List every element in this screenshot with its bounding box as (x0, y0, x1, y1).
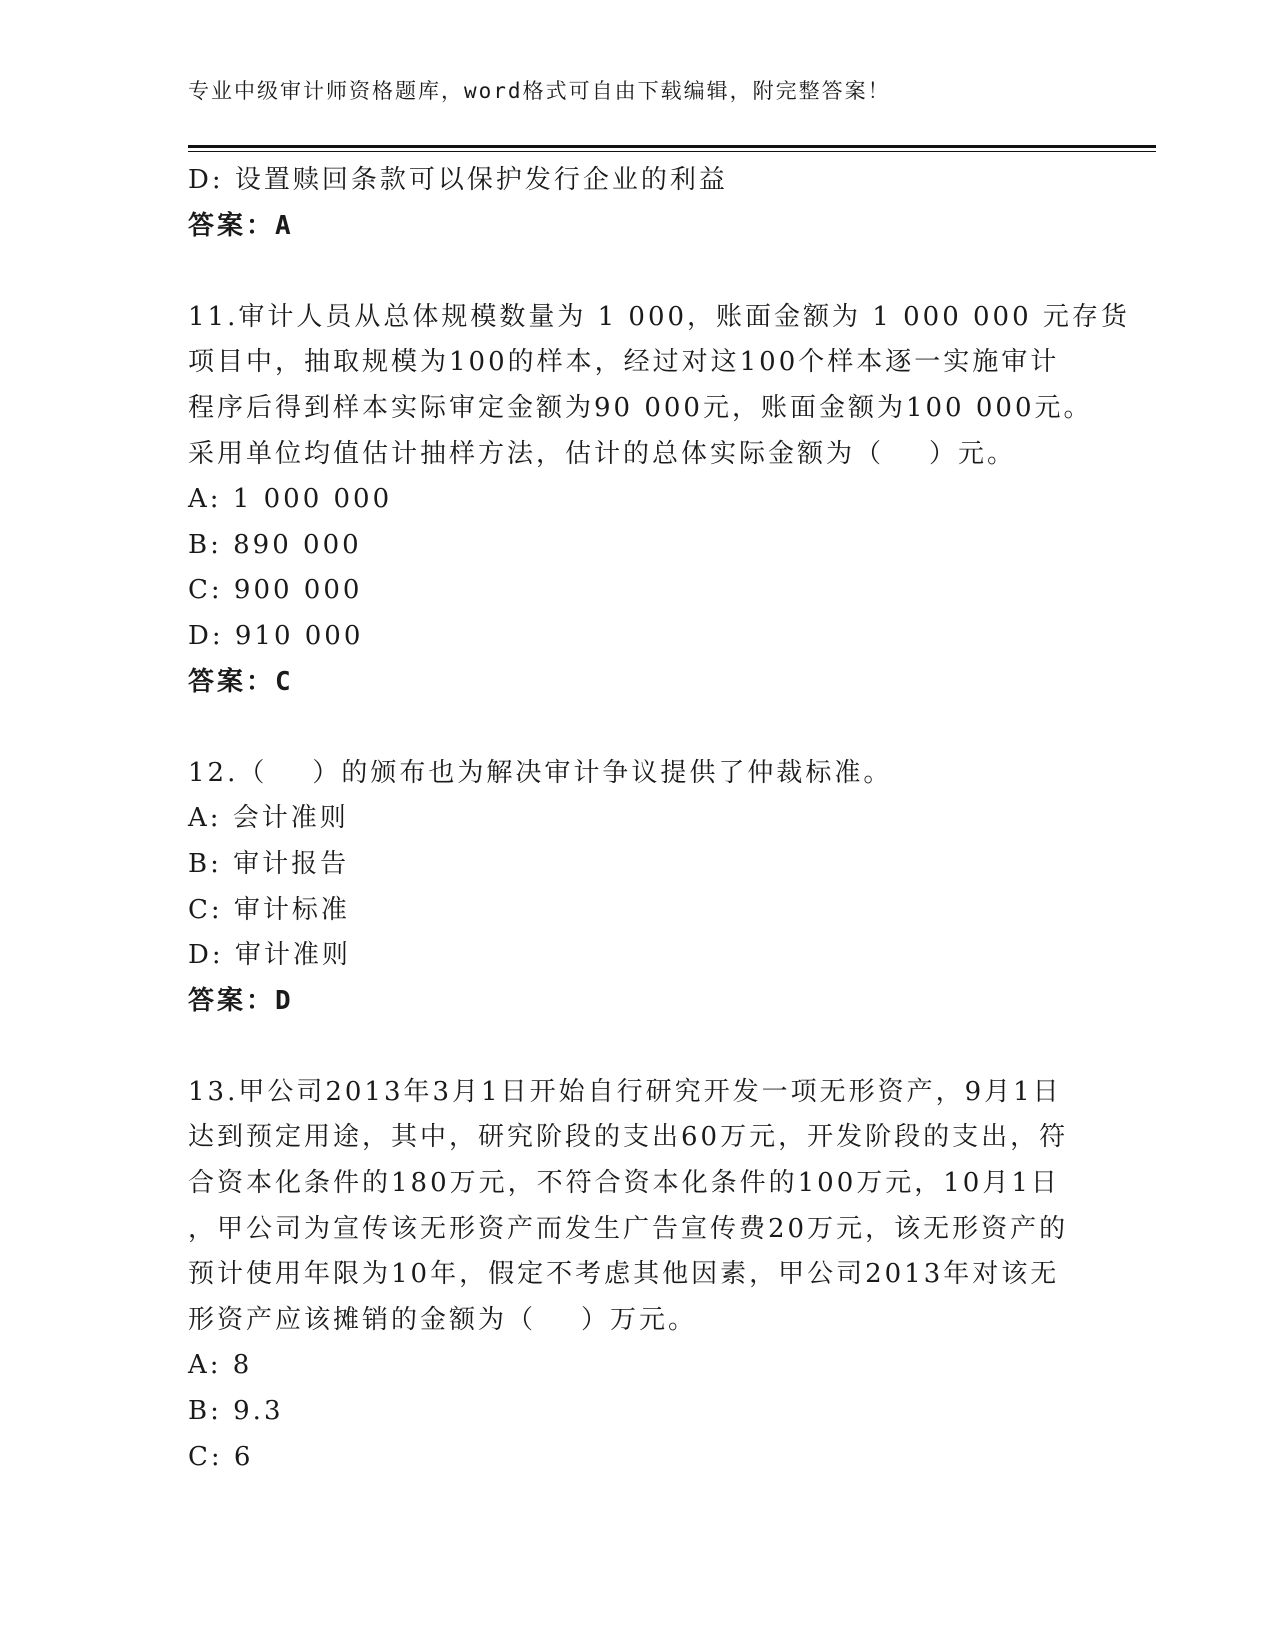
option-d: D: 910 000 (188, 620, 364, 651)
question-text-line: 12.（ ）的颁布也为解决审计争议提供了仲裁标准。 (188, 757, 893, 788)
header-divider-thick (188, 145, 1156, 148)
question-text-line: 合资本化条件的180万元，不符合资本化条件的100万元，10月1日 (188, 1168, 1060, 1199)
question-text-line: 达到预定用途，其中，研究阶段的支出60万元，开发阶段的支出，符 (188, 1122, 1069, 1153)
option-a: A: 8 (188, 1350, 253, 1381)
option-d: D: 审计准则 (188, 940, 351, 971)
option-b: B: 审计报告 (188, 848, 350, 879)
answer-line: 答案：A (188, 210, 294, 241)
answer-line: 答案：D (188, 985, 294, 1016)
option-b: B: 890 000 (188, 529, 362, 560)
option-a: A: 1 000 000 (188, 484, 393, 515)
question-text-line: 形资产应该摊销的金额为（ ）万元。 (188, 1304, 698, 1335)
question-content (188, 158, 1130, 1480)
question-text-line: 项目中，抽取规模为100的样本，经过对这100个样本逐一实施审计 (188, 347, 1060, 378)
option-c: C: 审计标准 (188, 894, 350, 925)
option-c: C: 900 000 (188, 575, 363, 606)
answer-line: 答案：C (188, 666, 294, 697)
page-header: 专业中级审计师资格题库，word格式可自由下载编辑，附完整答案！ (188, 79, 891, 103)
question-text-line: 程序后得到样本实际审定金额为90 000元，账面金额为100 000元。 (188, 392, 1093, 423)
question-11 (188, 295, 1130, 705)
option-c: C: 6 (188, 1441, 254, 1472)
question-text-line: 11.审计人员从总体规模数量为 1 000，账面金额为 1 000 000 元存货 (188, 301, 1130, 332)
question-text-line: 预计使用年限为10年，假定不考虑其他因素，甲公司2013年对该无 (188, 1259, 1060, 1290)
spacer (188, 1024, 1108, 1070)
question-13 (188, 1070, 1108, 1480)
option-b: B: 9.3 (188, 1396, 284, 1427)
question-text-line: 采用单位均值估计抽样方法，估计的总体实际金额为（ ）元。 (188, 438, 1017, 469)
question-12 (188, 751, 1108, 1025)
header-divider-thin (188, 151, 1156, 152)
question-text-line: 13.甲公司2013年3月1日开始自行研究开发一项无形资产，9月1日 (188, 1076, 1062, 1107)
option-d: D: 设置赎回条款可以保护发行企业的利益 (188, 165, 728, 195)
option-a: A: 会计准则 (188, 803, 349, 834)
spacer (188, 705, 1108, 751)
spacer (188, 249, 1108, 295)
question-text-line: ，甲公司为宣传该无形资产而发生广告宣传费20万元，该无形资产的 (188, 1213, 1069, 1244)
